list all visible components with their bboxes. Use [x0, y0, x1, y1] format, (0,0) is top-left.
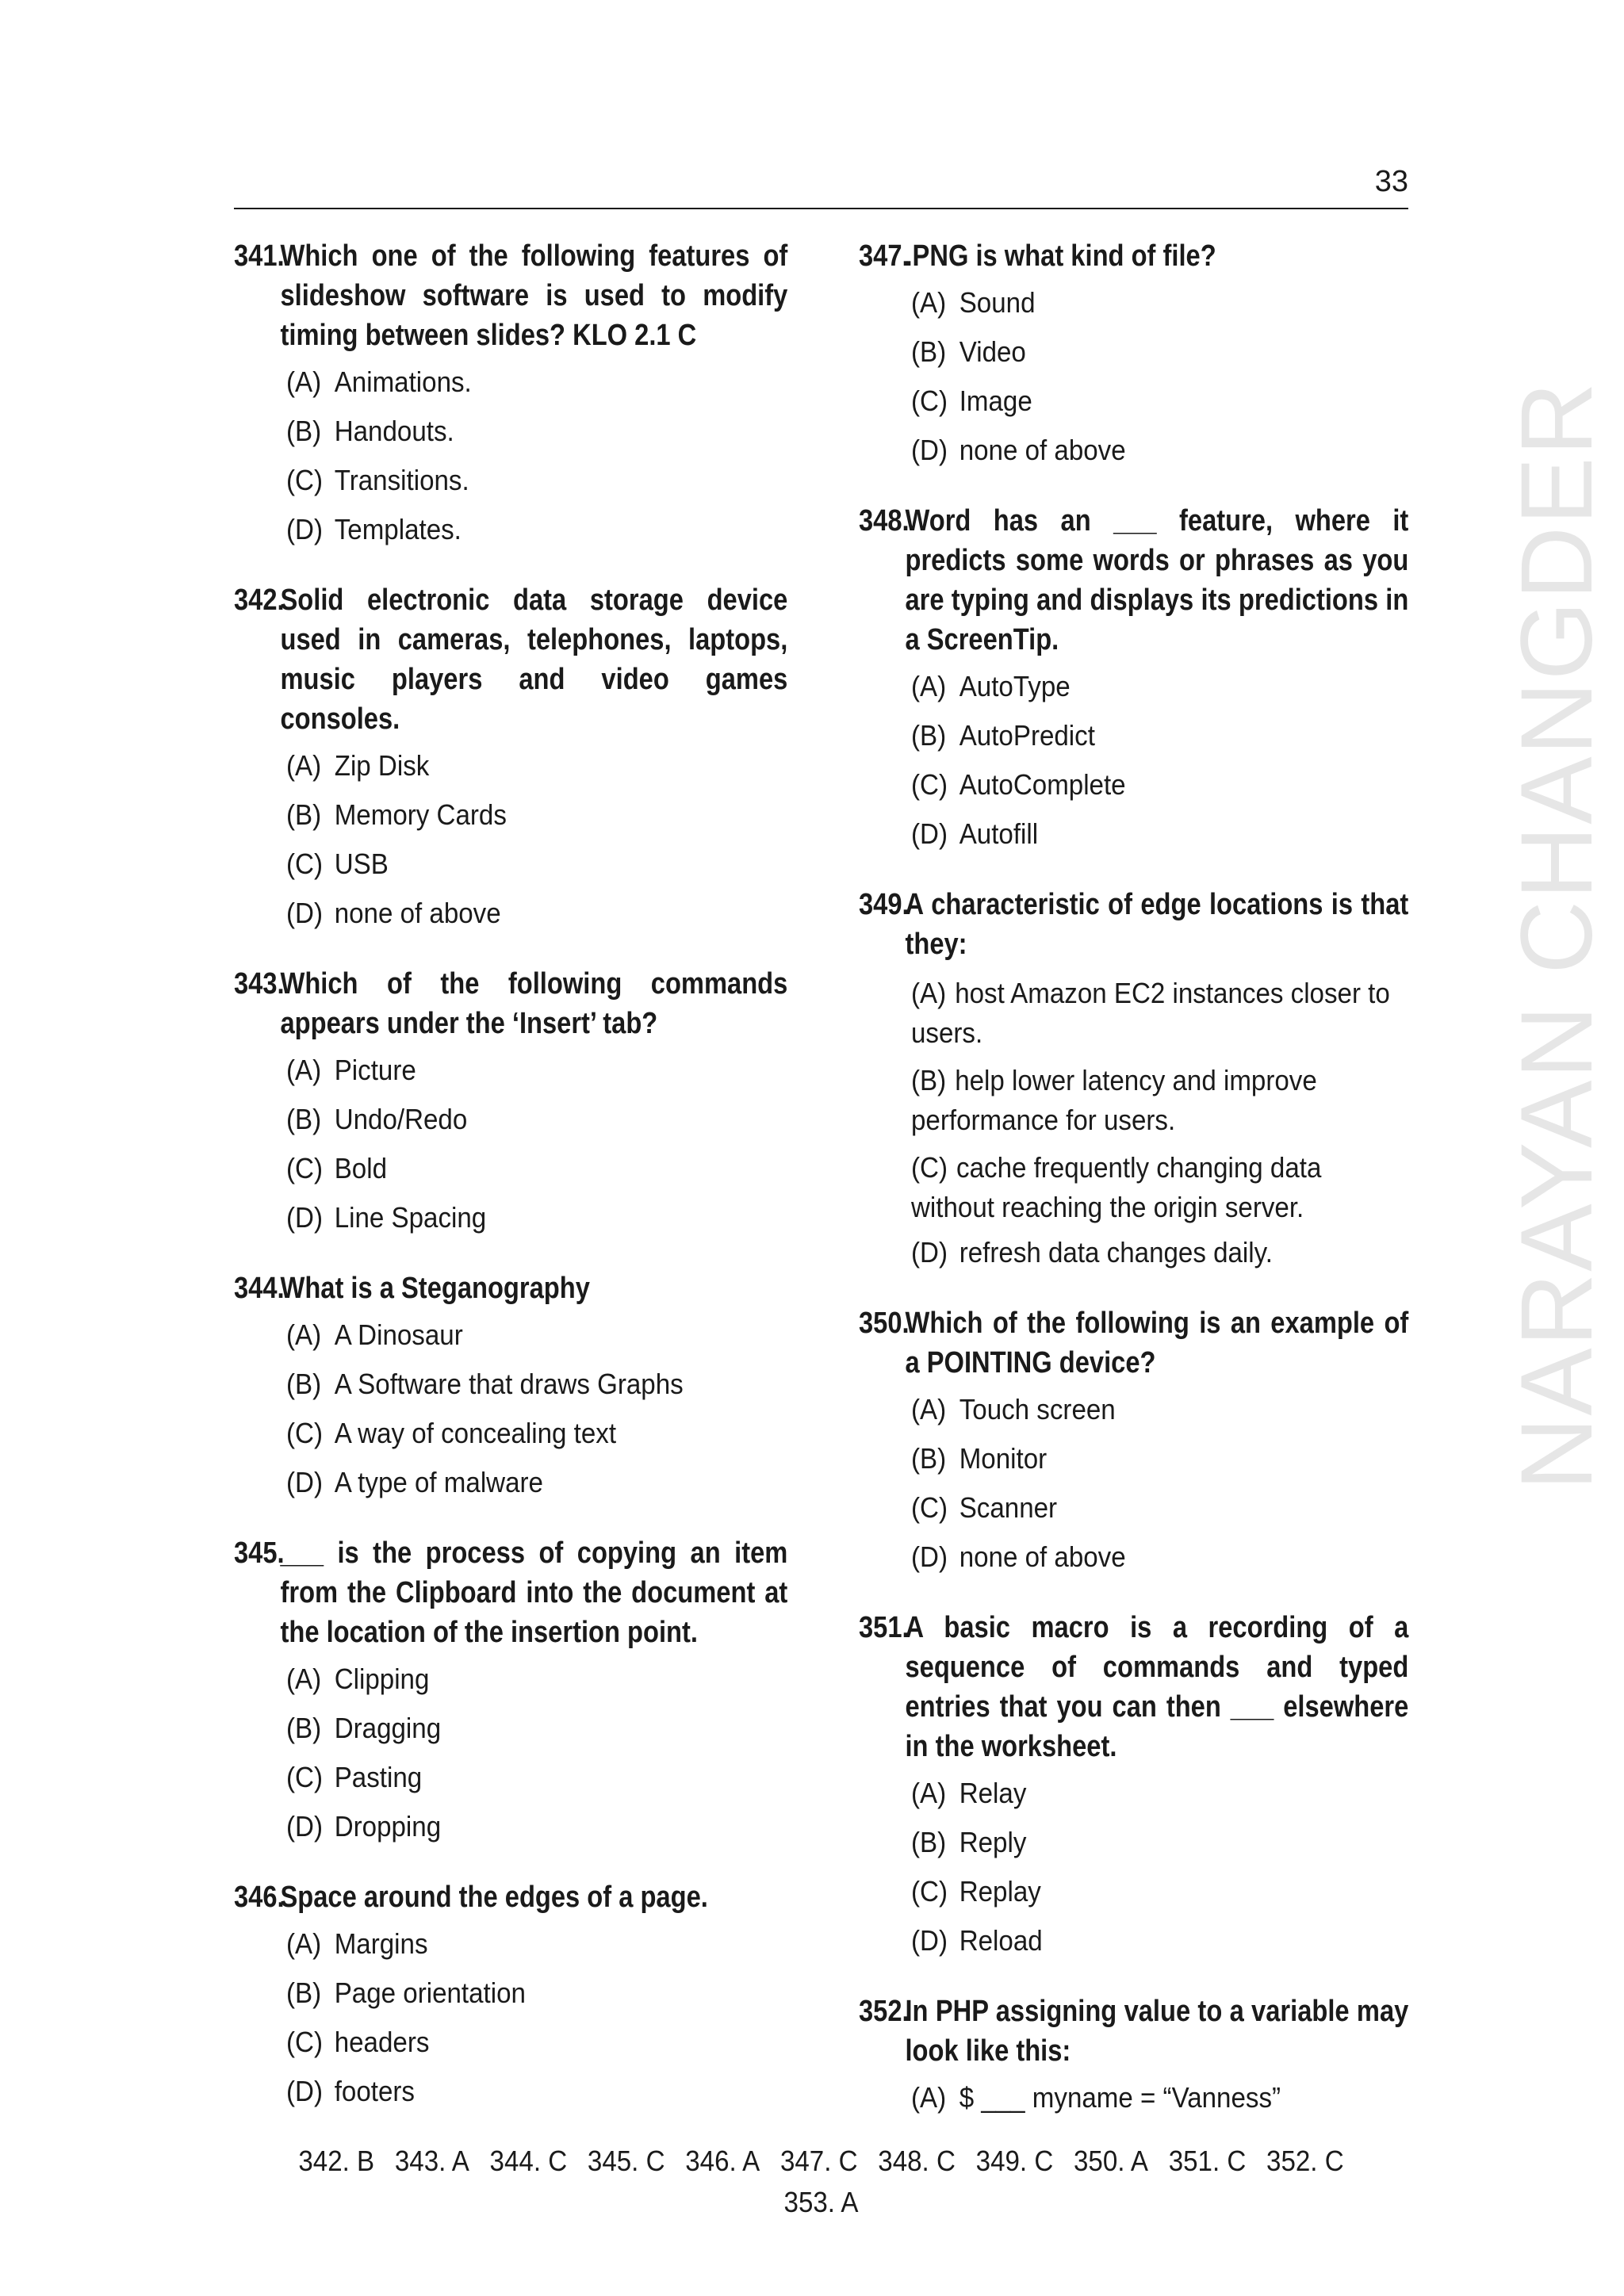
option-item [911, 767, 1407, 802]
question-text [859, 236, 1408, 276]
option-text: Animations. [334, 365, 472, 398]
option-text: help lower latency and improve performance for users. [911, 1064, 1317, 1136]
answer-key-item: 347. C [779, 2145, 858, 2177]
option-letter: (A) [911, 977, 947, 1009]
option-item [911, 1441, 1407, 1476]
option-item [911, 817, 1407, 851]
option-letter: (C) [286, 1152, 323, 1184]
option-text: Line Spacing [334, 1201, 487, 1234]
option-text: Transitions. [334, 464, 469, 496]
answer-key-item: 352. C [1266, 2145, 1344, 2177]
option-item [286, 1318, 786, 1353]
option-letter: (D) [286, 513, 323, 545]
answer-key-item: 349. C [975, 2145, 1054, 2177]
question-text [859, 1608, 1408, 1766]
option-text: Page orientation [334, 1976, 526, 2009]
question-number: 343. [234, 967, 285, 1001]
question-number: 341. [234, 239, 285, 273]
options-list [286, 1662, 789, 1844]
option-item [286, 1927, 786, 1961]
question-body: A characteristic of edge locations is that they: [905, 888, 1409, 961]
answer-key-item: 344. C [489, 2145, 568, 2177]
option-letter: (C) [911, 385, 948, 417]
option-letter: (C) [286, 848, 323, 880]
answer-key-item: 351. C [1168, 2145, 1247, 2177]
question-number: 346. [234, 1881, 285, 1914]
option-item [286, 798, 786, 832]
option-text: Pasting [334, 1761, 423, 1793]
question [859, 1608, 1410, 1958]
option-text: USB [334, 848, 389, 880]
option-text: Memory Cards [334, 798, 507, 831]
option-letter: (D) [911, 1924, 948, 1957]
options-list [911, 974, 1410, 1270]
answer-key-item: 346. A [685, 2145, 760, 2177]
option-item [911, 1235, 1407, 1270]
question-number: 349. [859, 888, 910, 921]
option-text: none of above [959, 434, 1126, 466]
options-list [911, 2080, 1410, 2115]
option-item [286, 2025, 786, 2060]
question-body: What is a Steganography [280, 1272, 590, 1305]
option-item [286, 1465, 786, 1500]
option-letter: (A) [286, 749, 322, 782]
option-text: Dropping [334, 1810, 442, 1843]
option-item [286, 414, 786, 449]
option-letter: (B) [911, 1442, 947, 1475]
option-item [911, 335, 1407, 369]
option-text: Relay [959, 1777, 1027, 1809]
option-text: Replay [959, 1875, 1041, 1908]
option-letter: (A) [286, 1663, 322, 1695]
option-letter: (C) [911, 1151, 948, 1184]
option-text: Reload [959, 1924, 1043, 1957]
question [234, 580, 789, 931]
page-number: 33 [1374, 165, 1408, 198]
option-item [911, 1490, 1407, 1525]
options-list [286, 1318, 789, 1500]
question-number: 347. [859, 239, 910, 273]
option-text: A way of concealing text [334, 1417, 617, 1449]
option-letter: (A) [286, 1054, 322, 1086]
watermark: NARAYAN CHANGDER [1500, 381, 1614, 1490]
option-letter: (C) [286, 1417, 323, 1449]
option-letter: (C) [911, 768, 948, 801]
option-text: footers [334, 2075, 415, 2107]
option-item [911, 384, 1407, 419]
question-number: 345. [234, 1536, 285, 1570]
option-item [911, 1148, 1407, 1227]
option-text: Monitor [959, 1442, 1048, 1475]
question [234, 1533, 789, 1844]
question [234, 1269, 789, 1500]
option-letter: (D) [286, 1466, 323, 1498]
question-body: ___ is the process of copying an item from the Clipboard into the document at the location of the insertion point. [280, 1536, 788, 1649]
option-letter: (B) [286, 1976, 322, 2009]
option-item [286, 1662, 786, 1697]
question-text [859, 1303, 1408, 1383]
option-text: Touch screen [959, 1393, 1116, 1425]
question [234, 236, 789, 547]
option-text: Scanner [959, 1491, 1058, 1524]
option-item [911, 285, 1407, 320]
option-letter: (A) [286, 1318, 322, 1351]
option-item [911, 1923, 1407, 1958]
options-list [286, 1927, 789, 2109]
question [859, 885, 1410, 1270]
question-number: 352. [859, 1995, 910, 2028]
option-item [286, 1200, 786, 1235]
option-text: headers [334, 2026, 430, 2058]
question-body: Word has an ___ feature, where it predicts some words or phrases as you are typing and displays its predictions in a ScreenTip. [905, 504, 1409, 656]
option-item [286, 1976, 786, 2011]
option-item [286, 1053, 786, 1088]
question-body: In PHP assigning value to a variable may look like this: [905, 1995, 1409, 2068]
option-text: $ ___ myname = “Vanness” [959, 2081, 1281, 2114]
option-letter: (A) [911, 2081, 947, 2114]
option-letter: (D) [286, 1201, 323, 1234]
option-letter: (A) [911, 670, 947, 702]
option-text: Autofill [959, 817, 1039, 850]
question-text [859, 501, 1408, 660]
option-text: Clipping [334, 1663, 430, 1695]
option-text: AutoComplete [959, 768, 1126, 801]
answer-key-item: 350. A [1074, 2145, 1148, 2177]
question-number: 351. [859, 1611, 910, 1644]
option-text: A Software that draws Graphs [334, 1368, 684, 1400]
question [859, 236, 1410, 468]
option-text: Picture [334, 1054, 416, 1086]
option-letter: (D) [911, 434, 948, 466]
question-text [234, 580, 787, 739]
left-column [234, 236, 789, 2142]
question-body: Solid electronic data storage device used in cameras, telephones, laptops, music players and video games consoles. [280, 584, 788, 736]
option-item [911, 2080, 1407, 2115]
option-text: Reply [959, 1826, 1027, 1858]
option-item [286, 365, 786, 400]
option-item [286, 896, 786, 931]
option-item [286, 1367, 786, 1402]
question-text [859, 1992, 1408, 2071]
option-text: cache frequently changing data without reaching the origin server. [911, 1151, 1322, 1223]
question-number: 344. [234, 1272, 285, 1305]
option-letter: (C) [286, 2026, 323, 2058]
option-item [286, 2074, 786, 2109]
option-item [911, 974, 1407, 1053]
option-text: Image [959, 385, 1032, 417]
option-item [286, 1416, 786, 1451]
option-letter: (D) [911, 817, 948, 850]
options-list [911, 285, 1410, 468]
question [859, 1303, 1410, 1575]
option-item [286, 748, 786, 783]
option-letter: (A) [286, 1927, 322, 1960]
answer-key-item: 342. B [298, 2145, 375, 2177]
option-text: AutoType [959, 670, 1071, 702]
question-text [234, 1269, 787, 1308]
question-body: A basic macro is a recording of a sequence of commands and typed entries that you can then ___ elsewhere in the worksheet. [905, 1611, 1409, 1763]
option-item [911, 1874, 1407, 1909]
option-text: Sound [959, 286, 1036, 319]
option-letter: (D) [286, 2075, 323, 2107]
option-letter: (B) [911, 1064, 947, 1096]
options-list [286, 1053, 789, 1235]
option-letter: (B) [286, 1712, 322, 1744]
question-body: .PNG is what kind of file? [905, 239, 1216, 273]
question [234, 1877, 789, 2109]
option-text: A type of malware [334, 1466, 543, 1498]
question [859, 1992, 1410, 2115]
option-item [911, 433, 1407, 468]
option-letter: (D) [286, 1810, 323, 1843]
option-text: Dragging [334, 1712, 442, 1744]
question-body: Space around the edges of a page. [280, 1881, 708, 1914]
question [234, 964, 789, 1235]
option-letter: (C) [911, 1875, 948, 1908]
options-list [911, 1392, 1410, 1575]
option-item [286, 512, 786, 547]
option-letter: (B) [286, 1103, 322, 1135]
option-item [911, 1540, 1407, 1575]
question-body: Which of the following commands appears under the ‘Insert’ tab? [280, 967, 788, 1040]
option-letter: (B) [286, 798, 322, 831]
question-text [234, 236, 787, 355]
options-list [286, 365, 789, 547]
option-text: none of above [959, 1540, 1126, 1573]
option-text: Video [959, 335, 1026, 368]
right-column [859, 236, 1410, 2149]
option-text: Undo/Redo [334, 1103, 468, 1135]
option-item [911, 1825, 1407, 1860]
question-number: 348. [859, 504, 910, 538]
answer-key-item: 348. C [878, 2145, 956, 2177]
option-text: Zip Disk [334, 749, 430, 782]
option-item [911, 669, 1407, 704]
option-letter: (B) [286, 1368, 322, 1400]
question-number: 342. [234, 584, 285, 617]
option-letter: (A) [286, 365, 322, 398]
option-letter: (A) [911, 1777, 947, 1809]
options-list [911, 1776, 1410, 1958]
option-letter: (D) [911, 1540, 948, 1573]
option-text: Handouts. [334, 415, 454, 447]
option-letter: (D) [286, 897, 323, 929]
option-text: Bold [334, 1152, 388, 1184]
option-text: Templates. [334, 513, 462, 545]
option-text: none of above [334, 897, 501, 929]
option-letter: (C) [286, 464, 323, 496]
options-list [286, 748, 789, 931]
question-body: Which one of the following features of slideshow software is used to modify timing between slides? KLO 2.1 C [280, 239, 788, 352]
option-letter: (C) [911, 1491, 948, 1524]
option-item [911, 1061, 1407, 1140]
option-text: host Amazon EC2 instances closer to users. [911, 977, 1390, 1049]
answer-key-item: 345. C [587, 2145, 665, 2177]
question-text [859, 885, 1408, 964]
option-letter: (A) [911, 286, 947, 319]
option-item [911, 1776, 1407, 1811]
option-item [286, 463, 786, 498]
question-text [234, 1533, 787, 1652]
option-text: refresh data changes daily. [959, 1236, 1273, 1269]
option-item [286, 1151, 786, 1186]
question-number: 350. [859, 1307, 910, 1340]
option-item [286, 847, 786, 882]
option-text: A Dinosaur [334, 1318, 463, 1351]
option-item [286, 1760, 786, 1795]
question [859, 501, 1410, 851]
question-body: Which of the following is an example of a POINTING device? [905, 1307, 1409, 1380]
question-text [234, 1877, 787, 1917]
option-item [286, 1711, 786, 1746]
option-letter: (A) [911, 1393, 947, 1425]
option-item [911, 718, 1407, 753]
option-letter: (B) [911, 1826, 947, 1858]
question-text [234, 964, 787, 1043]
option-item [286, 1809, 786, 1844]
option-letter: (B) [911, 719, 947, 752]
options-list [911, 669, 1410, 851]
option-letter: (B) [911, 335, 947, 368]
answer-key-item: 353. A [783, 2186, 859, 2218]
option-text: AutoPredict [959, 719, 1095, 752]
answer-key [281, 2141, 1362, 2223]
option-item [286, 1102, 786, 1137]
option-text: Margins [334, 1927, 428, 1960]
option-letter: (B) [286, 415, 322, 447]
answer-key-item: 343. A [394, 2145, 469, 2177]
option-item [911, 1392, 1407, 1427]
option-letter: (D) [911, 1236, 948, 1269]
option-letter: (C) [286, 1761, 323, 1793]
header-rule [234, 208, 1408, 209]
